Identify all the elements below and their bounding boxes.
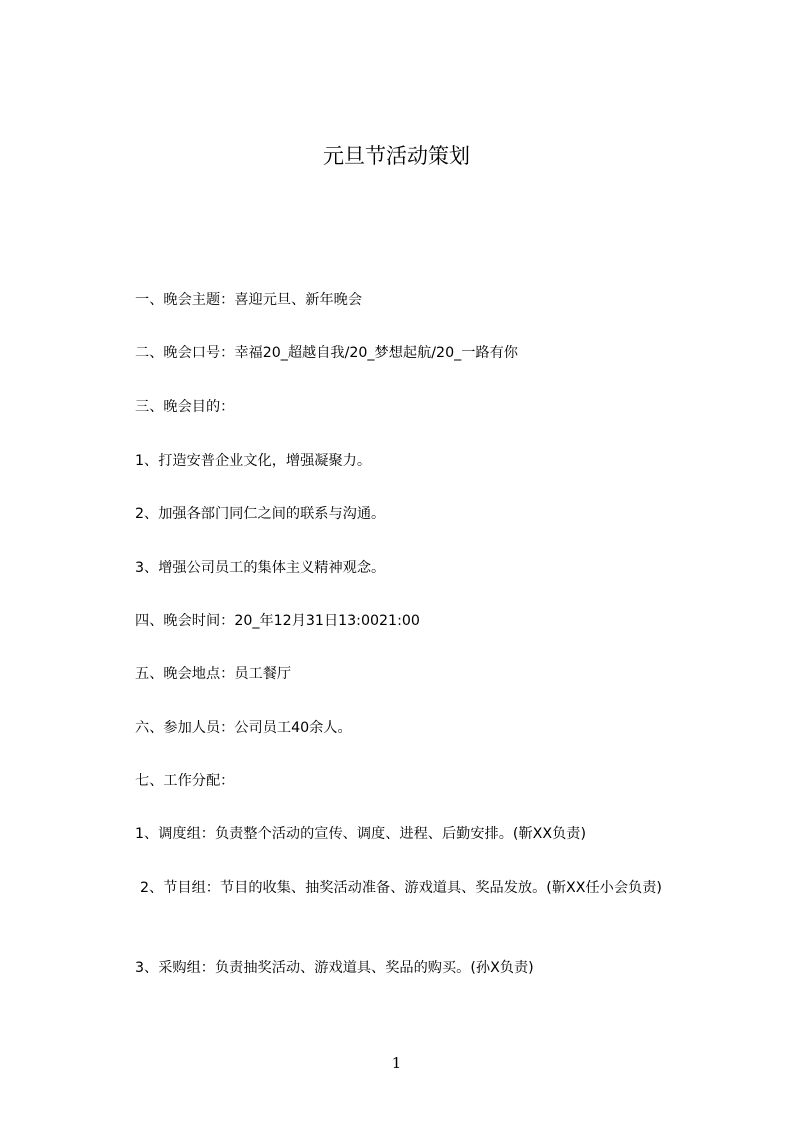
paragraph-text: 七、工作分配： xyxy=(135,773,235,789)
paragraph-text: 2、加强各部门同仁之间的联系与沟通。 xyxy=(135,506,386,522)
paragraph-text: 一、晚会主题：喜迎元旦、新年晚会 xyxy=(135,292,363,308)
paragraph-purpose-1 xyxy=(104,448,704,474)
paragraph-theme xyxy=(104,287,704,313)
paragraph-text: 1、打造安普企业文化，增强凝聚力。 xyxy=(135,453,372,469)
paragraph-text: 四、晚会时间：20_年12月31日13:0021:00 xyxy=(135,613,420,629)
paragraph-text: 3、增强公司员工的集体主义精神观念。 xyxy=(135,560,386,576)
document-title: 元旦节活动策划 xyxy=(323,144,470,168)
paragraph-assignment-heading xyxy=(104,768,704,794)
paragraph-purpose-heading xyxy=(104,394,704,420)
paragraph-text: 二、晚会口号：幸福20_超越自我/20_梦想起航/20_一路有你 xyxy=(135,345,518,361)
paragraph-text: 2、节目组：节目的收集、抽奖活动准备、游戏道具、奖品发放。(靳XX任小会负责) xyxy=(140,880,662,896)
paragraph-purpose-3 xyxy=(104,555,704,581)
paragraph-slogan xyxy=(104,340,704,366)
paragraph-location xyxy=(104,661,704,687)
paragraph-text: 六、参加人员：公司员工40余人。 xyxy=(135,720,352,736)
paragraph-assignment-1 xyxy=(104,821,704,847)
paragraph-assignment-2 xyxy=(104,875,704,901)
page-number: 1 xyxy=(391,1054,402,1072)
paragraph-text: 三、晚会目的： xyxy=(135,399,235,415)
paragraph-attendees xyxy=(104,715,704,741)
paragraph-text: 五、晚会地点：员工餐厅 xyxy=(135,666,292,682)
paragraph-assignment-3 xyxy=(104,955,704,981)
paragraph-time xyxy=(104,608,704,634)
paragraph-text: 3、采购组：负责抽奖活动、游戏道具、奖品的购买。(孙X负责) xyxy=(135,960,534,976)
paragraph-purpose-2 xyxy=(104,501,704,527)
paragraph-text: 1、调度组：负责整个活动的宣传、调度、进程、后勤安排。(靳XX负责) xyxy=(135,826,586,842)
